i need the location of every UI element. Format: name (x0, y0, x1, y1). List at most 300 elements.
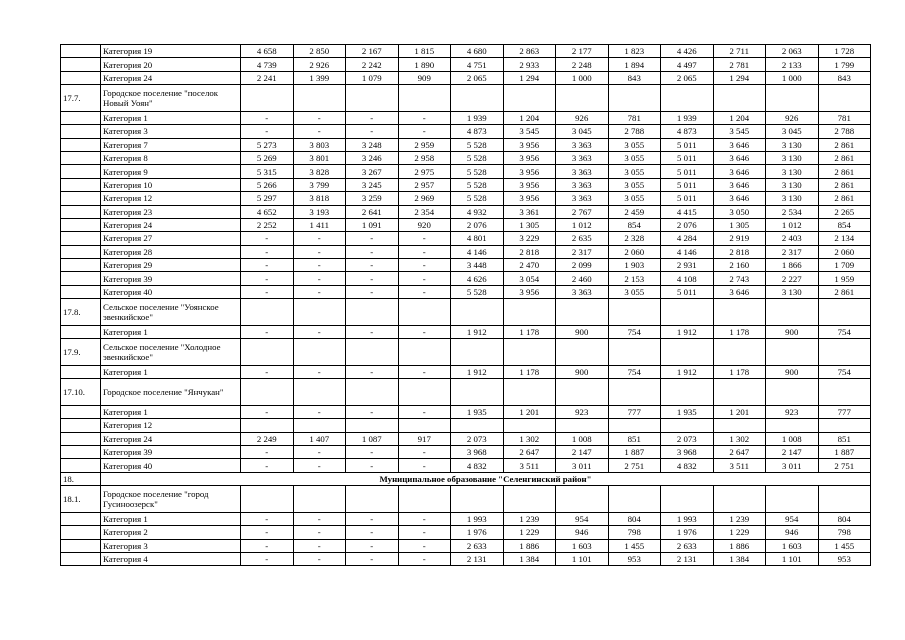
value-cell: 4 739 (241, 58, 294, 71)
category-label: Категория 20 (101, 58, 241, 71)
settlement-name: Городское поселение "город Гусиноозерск" (101, 486, 241, 513)
table-row (61, 151, 871, 164)
value-cell: 4 801 (451, 232, 504, 245)
value-cell: 4 284 (661, 232, 714, 245)
category-label: Категория 1 (101, 325, 241, 338)
value-cell: 3 799 (293, 178, 346, 191)
table-row (61, 419, 871, 432)
value-cell (346, 419, 399, 432)
table-row (61, 539, 871, 552)
row-index (61, 445, 101, 458)
value-cell: 3 545 (503, 125, 556, 138)
value-cell: 3 646 (713, 178, 766, 191)
value-cell: 3 956 (503, 138, 556, 151)
value-cell: - (241, 512, 294, 525)
settlement-row (61, 299, 871, 326)
value-cell: - (398, 272, 451, 285)
value-cell: - (293, 259, 346, 272)
value-cell: 3 511 (713, 459, 766, 472)
value-cell: - (293, 365, 346, 378)
value-cell: - (293, 245, 346, 258)
value-cell (608, 85, 661, 112)
value-cell: 3 511 (503, 459, 556, 472)
value-cell: 1 411 (293, 218, 346, 231)
value-cell (241, 85, 294, 112)
value-cell (503, 85, 556, 112)
row-index (61, 526, 101, 539)
value-cell: 1 799 (818, 58, 871, 71)
value-cell (766, 339, 819, 366)
value-cell: 754 (608, 365, 661, 378)
value-cell: - (346, 272, 399, 285)
value-cell (818, 379, 871, 406)
value-cell: 1 959 (818, 272, 871, 285)
value-cell: 1 384 (713, 552, 766, 565)
value-cell: 2 743 (713, 272, 766, 285)
table-row (61, 405, 871, 418)
table-row (61, 325, 871, 338)
row-index (61, 539, 101, 552)
value-cell (556, 379, 609, 406)
value-cell: 3 363 (556, 138, 609, 151)
value-cell: - (241, 111, 294, 124)
value-cell: 1 201 (503, 405, 556, 418)
value-cell: 1 993 (661, 512, 714, 525)
value-cell (608, 299, 661, 326)
value-cell (293, 299, 346, 326)
value-cell: - (241, 539, 294, 552)
row-index (61, 245, 101, 258)
settlement-row (61, 379, 871, 406)
value-cell (818, 339, 871, 366)
value-cell: 1 887 (608, 445, 661, 458)
value-cell (608, 419, 661, 432)
value-cell (608, 339, 661, 366)
value-cell: 2 751 (608, 459, 661, 472)
value-cell: 2 969 (398, 192, 451, 205)
value-cell: 3 248 (346, 138, 399, 151)
value-cell: 1 455 (818, 539, 871, 552)
value-cell: 4 873 (661, 125, 714, 138)
value-cell: 1 087 (346, 432, 399, 445)
value-cell (818, 419, 871, 432)
value-cell: - (241, 245, 294, 258)
value-cell: 3 956 (503, 192, 556, 205)
value-cell (608, 486, 661, 513)
value-cell (346, 85, 399, 112)
table-row (61, 205, 871, 218)
value-cell: 1 603 (556, 539, 609, 552)
value-cell: 1 939 (661, 111, 714, 124)
value-cell (661, 299, 714, 326)
value-cell: 2 788 (818, 125, 871, 138)
value-cell (556, 339, 609, 366)
value-cell: 1 201 (713, 405, 766, 418)
value-cell: 2 534 (766, 205, 819, 218)
value-cell: 5 011 (661, 138, 714, 151)
value-cell: - (346, 459, 399, 472)
value-cell: 2 060 (608, 245, 661, 258)
value-cell: - (293, 552, 346, 565)
value-cell: - (346, 232, 399, 245)
value-cell: 2 635 (556, 232, 609, 245)
value-cell: 2 861 (818, 285, 871, 298)
value-cell: 920 (398, 218, 451, 231)
value-cell: 2 818 (713, 245, 766, 258)
row-index: 18.1. (61, 486, 101, 513)
value-cell (293, 486, 346, 513)
value-cell (451, 419, 504, 432)
value-cell: 754 (818, 365, 871, 378)
value-cell: 1 976 (661, 526, 714, 539)
value-cell: 2 317 (766, 245, 819, 258)
table-row (61, 432, 871, 445)
row-index (61, 259, 101, 272)
value-cell (766, 379, 819, 406)
value-cell: 2 633 (451, 539, 504, 552)
value-cell: 4 146 (661, 245, 714, 258)
value-cell: 2 242 (346, 58, 399, 71)
table-row (61, 445, 871, 458)
value-cell: 2 957 (398, 178, 451, 191)
value-cell: 2 975 (398, 165, 451, 178)
value-cell: 2 861 (818, 138, 871, 151)
row-index (61, 151, 101, 164)
value-cell: - (346, 325, 399, 338)
value-cell: - (293, 539, 346, 552)
row-index (61, 232, 101, 245)
value-cell: 2 641 (346, 205, 399, 218)
value-cell (451, 339, 504, 366)
category-label: Категория 39 (101, 272, 241, 285)
value-cell: 2 249 (241, 432, 294, 445)
category-label: Категория 3 (101, 125, 241, 138)
value-cell: - (241, 445, 294, 458)
value-cell: 5 011 (661, 165, 714, 178)
value-cell: 3 363 (556, 178, 609, 191)
value-cell (451, 299, 504, 326)
value-cell: 2 711 (713, 45, 766, 58)
row-index (61, 45, 101, 58)
value-cell: 843 (608, 71, 661, 84)
value-cell: 2 328 (608, 232, 661, 245)
value-cell: 5 011 (661, 285, 714, 298)
value-cell (451, 379, 504, 406)
value-cell (766, 299, 819, 326)
value-cell (503, 379, 556, 406)
value-cell: 1 903 (608, 259, 661, 272)
category-label: Категория 3 (101, 539, 241, 552)
value-cell: - (241, 259, 294, 272)
value-cell: - (293, 325, 346, 338)
value-cell: 4 146 (451, 245, 504, 258)
value-cell: 777 (608, 405, 661, 418)
value-cell: 1 912 (451, 325, 504, 338)
settlement-name: Городское поселение "поселок Новый Уоян" (101, 85, 241, 112)
value-cell: 4 415 (661, 205, 714, 218)
category-label: Категория 12 (101, 419, 241, 432)
value-cell: 3 968 (661, 445, 714, 458)
value-cell: 3 646 (713, 165, 766, 178)
value-cell: 1 935 (451, 405, 504, 418)
row-index (61, 192, 101, 205)
value-cell: 4 832 (451, 459, 504, 472)
value-cell: 1 823 (608, 45, 661, 58)
value-cell: - (398, 512, 451, 525)
value-cell: 3 956 (503, 151, 556, 164)
value-cell: 1 976 (451, 526, 504, 539)
value-cell: 2 459 (608, 205, 661, 218)
value-cell: 1 229 (713, 526, 766, 539)
value-cell: 3 130 (766, 178, 819, 191)
value-cell: 5 528 (451, 178, 504, 191)
value-cell (346, 339, 399, 366)
value-cell: 1 890 (398, 58, 451, 71)
table-row (61, 259, 871, 272)
row-index (61, 365, 101, 378)
value-cell: - (346, 512, 399, 525)
value-cell: 1 407 (293, 432, 346, 445)
table-row (61, 285, 871, 298)
value-cell: - (346, 365, 399, 378)
value-cell (346, 299, 399, 326)
value-cell (398, 339, 451, 366)
value-cell: 1 079 (346, 71, 399, 84)
settlement-name: Сельское поселение "Уоянское эвенкийское" (101, 299, 241, 326)
value-cell (661, 85, 714, 112)
value-cell: - (293, 526, 346, 539)
value-cell: 3 055 (608, 165, 661, 178)
value-cell (293, 379, 346, 406)
value-cell: 854 (818, 218, 871, 231)
value-cell: 854 (608, 218, 661, 231)
value-cell (241, 299, 294, 326)
value-cell: 3 448 (451, 259, 504, 272)
value-cell: 2 160 (713, 259, 766, 272)
value-cell: 3 828 (293, 165, 346, 178)
value-cell: 1 912 (661, 365, 714, 378)
value-cell: - (293, 272, 346, 285)
value-cell: 900 (556, 325, 609, 338)
value-cell: 900 (766, 325, 819, 338)
value-cell: - (398, 445, 451, 458)
value-cell: 1 815 (398, 45, 451, 58)
value-cell (241, 486, 294, 513)
value-cell: 2 633 (661, 539, 714, 552)
table-row (61, 552, 871, 565)
value-cell (293, 419, 346, 432)
value-cell: 3 646 (713, 285, 766, 298)
value-cell: 2 931 (661, 259, 714, 272)
value-cell (661, 339, 714, 366)
row-index (61, 71, 101, 84)
value-cell: 804 (608, 512, 661, 525)
value-cell (713, 379, 766, 406)
value-cell: 3 245 (346, 178, 399, 191)
value-cell: - (398, 459, 451, 472)
value-cell: 953 (818, 552, 871, 565)
category-label: Категория 7 (101, 138, 241, 151)
value-cell (293, 85, 346, 112)
row-index: 18. (61, 472, 101, 485)
value-cell: 909 (398, 71, 451, 84)
value-cell: 946 (556, 526, 609, 539)
value-cell: 2 177 (556, 45, 609, 58)
value-cell: 2 073 (451, 432, 504, 445)
value-cell: 1 000 (766, 71, 819, 84)
value-cell: 2 133 (766, 58, 819, 71)
value-cell (346, 379, 399, 406)
value-cell: 4 497 (661, 58, 714, 71)
row-index (61, 552, 101, 565)
value-cell: 900 (766, 365, 819, 378)
value-cell: 1 091 (346, 218, 399, 231)
row-index: 17.10. (61, 379, 101, 406)
value-cell: - (398, 405, 451, 418)
category-label: Категория 1 (101, 512, 241, 525)
value-cell: 3 229 (503, 232, 556, 245)
table-row (61, 138, 871, 151)
value-cell: 4 426 (661, 45, 714, 58)
value-cell: 3 130 (766, 165, 819, 178)
value-cell: 2 354 (398, 205, 451, 218)
value-cell: 781 (818, 111, 871, 124)
value-cell: 953 (608, 552, 661, 565)
value-cell: 1 305 (503, 218, 556, 231)
value-cell: - (241, 526, 294, 539)
value-cell: - (293, 232, 346, 245)
value-cell: 2 470 (503, 259, 556, 272)
value-cell: 5 011 (661, 151, 714, 164)
table-row (61, 58, 871, 71)
value-cell: 2 076 (451, 218, 504, 231)
row-index: 17.8. (61, 299, 101, 326)
value-cell: 798 (818, 526, 871, 539)
value-cell (241, 419, 294, 432)
value-cell: 1 101 (766, 552, 819, 565)
value-cell (293, 339, 346, 366)
value-cell: - (293, 285, 346, 298)
value-cell: - (398, 125, 451, 138)
table-row (61, 125, 871, 138)
value-cell: 1 294 (503, 71, 556, 84)
value-cell: 1 008 (766, 432, 819, 445)
value-cell: 2 460 (556, 272, 609, 285)
value-cell: 3 055 (608, 178, 661, 191)
row-index (61, 58, 101, 71)
section-row (61, 472, 871, 485)
value-cell: 754 (818, 325, 871, 338)
value-cell: 1 935 (661, 405, 714, 418)
value-cell (398, 419, 451, 432)
value-cell: 1 894 (608, 58, 661, 71)
value-cell (661, 419, 714, 432)
table-row (61, 459, 871, 472)
value-cell: 1 229 (503, 526, 556, 539)
value-cell (766, 486, 819, 513)
value-cell: 2 959 (398, 138, 451, 151)
category-label: Категория 24 (101, 71, 241, 84)
value-cell (398, 299, 451, 326)
value-cell: 1 384 (503, 552, 556, 565)
category-label: Категория 1 (101, 111, 241, 124)
value-cell: 2 076 (661, 218, 714, 231)
value-cell: 754 (608, 325, 661, 338)
value-cell: 1 886 (713, 539, 766, 552)
row-index (61, 205, 101, 218)
category-label: Категория 4 (101, 552, 241, 565)
value-cell: 923 (556, 405, 609, 418)
row-index (61, 178, 101, 191)
value-cell: 3 055 (608, 151, 661, 164)
value-cell: 1 939 (451, 111, 504, 124)
value-cell: - (398, 526, 451, 539)
value-cell: 1 178 (503, 365, 556, 378)
value-cell: - (398, 245, 451, 258)
settlement-row (61, 339, 871, 366)
value-cell: - (293, 405, 346, 418)
value-cell: 1 993 (451, 512, 504, 525)
value-cell: 1 887 (818, 445, 871, 458)
value-cell: - (346, 445, 399, 458)
category-label: Категория 28 (101, 245, 241, 258)
value-cell: 923 (766, 405, 819, 418)
value-cell: - (346, 259, 399, 272)
row-index (61, 405, 101, 418)
value-cell (346, 486, 399, 513)
value-cell (503, 486, 556, 513)
value-cell: 3 246 (346, 151, 399, 164)
value-cell: 2 131 (661, 552, 714, 565)
value-cell: 926 (556, 111, 609, 124)
table-row (61, 192, 871, 205)
table-row (61, 272, 871, 285)
value-cell: 4 932 (451, 205, 504, 218)
value-cell: - (293, 125, 346, 138)
value-cell: 2 252 (241, 218, 294, 231)
value-cell: 5 528 (451, 192, 504, 205)
value-cell: 2 063 (766, 45, 819, 58)
value-cell: 3 130 (766, 192, 819, 205)
table-row (61, 111, 871, 124)
table-row (61, 232, 871, 245)
value-cell: 3 050 (713, 205, 766, 218)
value-cell: 2 153 (608, 272, 661, 285)
value-cell: 2 073 (661, 432, 714, 445)
table-row (61, 71, 871, 84)
value-cell: 926 (766, 111, 819, 124)
value-cell: - (346, 245, 399, 258)
value-cell: 2 863 (503, 45, 556, 58)
category-label: Категория 29 (101, 259, 241, 272)
value-cell: 5 269 (241, 151, 294, 164)
value-cell: 1 305 (713, 218, 766, 231)
section-title: Муниципальное образование "Селенгинский район" (101, 472, 871, 485)
value-cell: 3 968 (451, 445, 504, 458)
table-row (61, 365, 871, 378)
value-cell: 3 956 (503, 285, 556, 298)
value-cell: 798 (608, 526, 661, 539)
value-cell: 1 012 (556, 218, 609, 231)
value-cell: - (241, 365, 294, 378)
settlement-row (61, 85, 871, 112)
value-cell: 2 850 (293, 45, 346, 58)
value-cell: 1 008 (556, 432, 609, 445)
value-cell: - (346, 552, 399, 565)
value-cell (713, 339, 766, 366)
category-label: Категория 24 (101, 432, 241, 445)
value-cell: 3 055 (608, 192, 661, 205)
